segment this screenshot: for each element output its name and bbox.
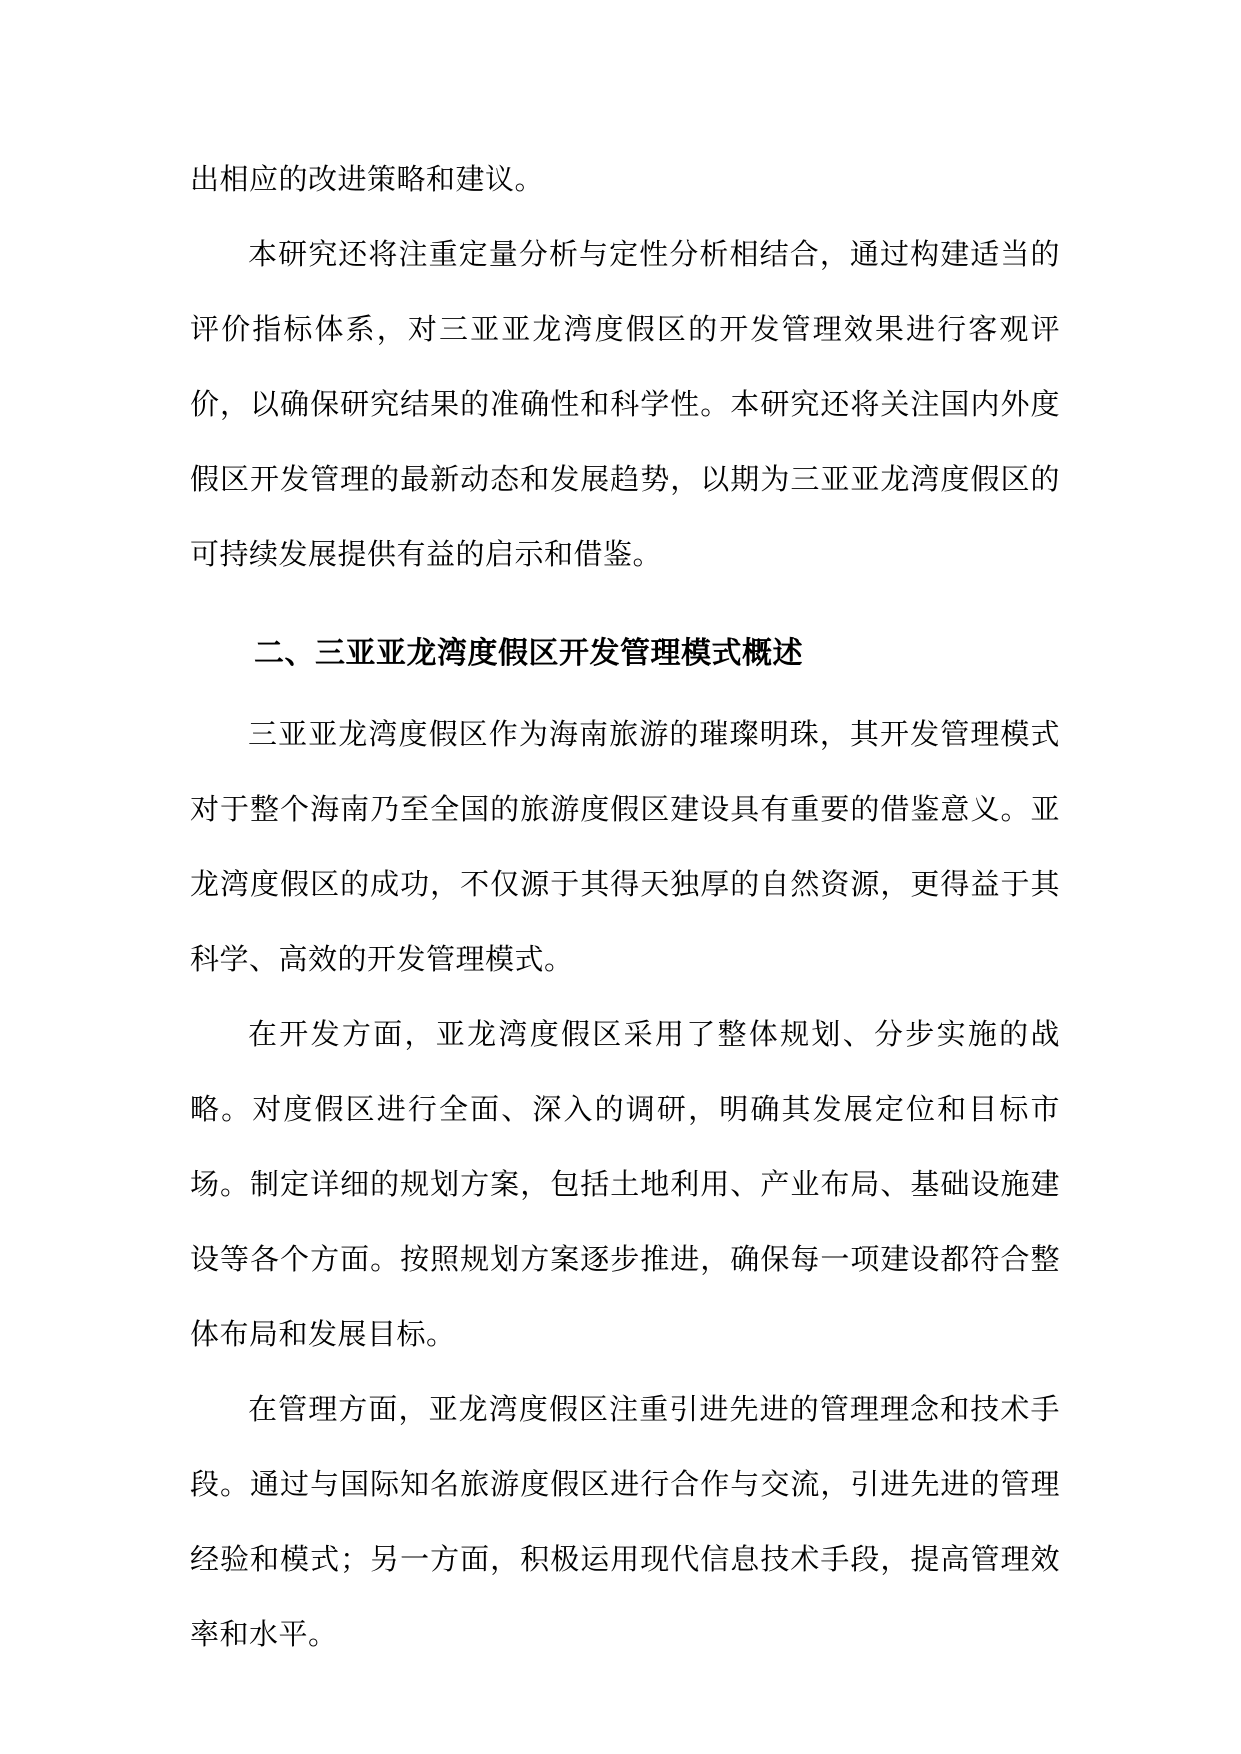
document-body [190,142,1060,1672]
paragraph-overview: 三亚亚龙湾度假区作为海南旅游的璀璨明珠，其开发管理模式对于整个海南乃至全国的旅游度假区建设具有重要的借鉴意义。亚龙湾度假区的成功，不仅源于其得天独厚的自然资源，更得益于其科学、高效的开发管理模式。 [190,717,1060,976]
paragraph-continuation: 出相应的改进策略和建议。 [190,162,545,196]
paragraph-management: 在管理方面，亚龙湾度假区注重引进先进的管理理念和技术手段。通过与国际知名旅游度假区进行合作与交流，引进先进的管理经验和模式；另一方面，积极运用现代信息技术手段，提高管理效率和水平。 [190,1392,1060,1651]
spacer [190,592,1060,639]
section-heading: 二、三亚亚龙湾度假区开发管理模式概述 [254,636,803,671]
paragraph-research-method: 本研究还将注重定量分析与定性分析相结合，通过构建适当的评价指标体系，对三亚亚龙湾度假区的开发管理效果进行客观评价，以确保研究结果的准确性和科学性。本研究还将关注国内外度假区开发管理的最新动态和发展趋势，以期为三亚亚龙湾度假区的可持续发展提供有益的启示和借鉴。 [190,237,1060,571]
paragraph-development: 在开发方面，亚龙湾度假区采用了整体规划、分步实施的战略。对度假区进行全面、深入的调研，明确其发展定位和目标市场。制定详细的规划方案，包括土地利用、产业布局、基础设施建设等各个方面。按照规划方案逐步推进，确保每一项建设都符合整体布局和发展目标。 [190,1017,1060,1351]
spacer [190,669,1060,697]
